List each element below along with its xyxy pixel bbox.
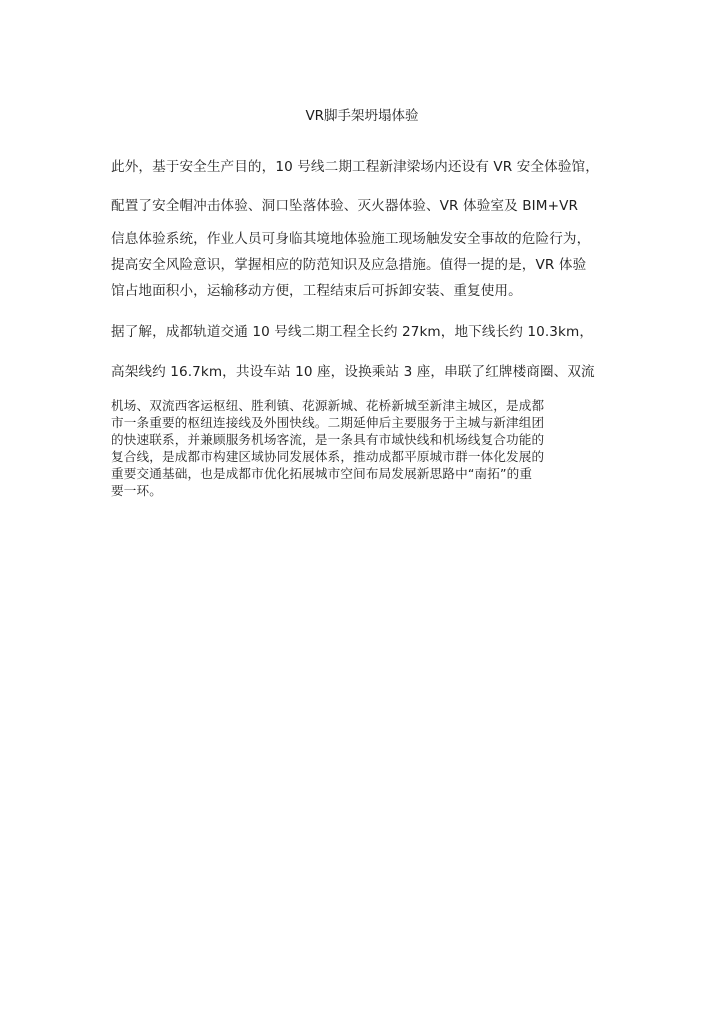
paragraph-line: 机场、双流西客运枢纽、胜利镇、花源新城、花桥新城至新津主城区，是成都 bbox=[111, 398, 545, 413]
paragraph-line: 市一条重要的枢纽连接线及外围快线。二期延伸后主要服务于主城与新津组团 bbox=[111, 415, 545, 430]
paragraph-line: 馆占地面积小，运输移动方便，工程结束后可拆卸安装、重复使用。 bbox=[111, 283, 522, 299]
paragraph-line: 要一环。 bbox=[111, 483, 162, 498]
document-title: VR脚手架坍塌体验 bbox=[305, 108, 419, 124]
paragraph-line: 此外，基于安全生产目的，10 号线二期工程新津梁场内还设有 VR 安全体验馆， bbox=[111, 159, 599, 175]
paragraph-line: 的快速联系，并兼顾服务机场客流，是一条具有市域快线和机场线复合功能的 bbox=[111, 432, 545, 447]
paragraph-line: 信息体验系统，作业人员可身临其境地体验施工现场触发安全事故的危险行为， bbox=[111, 231, 591, 247]
paragraph-line: 据了解，成都轨道交通 10 号线二期工程全长约 27km，地下线长约 10.3km， bbox=[111, 324, 594, 340]
paragraph-line: 配置了安全帽冲击体验、洞口坠落体验、灭火器体验、VR 体验室及 BIM+VR bbox=[111, 198, 579, 214]
paragraph-line: 复合线，是成都市构建区域协同发展体系，推动成都平原城市群一体化发展的 bbox=[111, 449, 545, 464]
paragraph-line: 高架线约 16.7km，共设车站 10 座，设换乘站 3 座，串联了红牌楼商圈、双流 bbox=[111, 364, 595, 380]
paragraph-line: 提高安全风险意识，掌握相应的防范知识及应急措施。值得一提的是，VR 体验 bbox=[111, 257, 587, 273]
paragraph-line: 重要交通基础，也是成都市优化拓展城市空间布局发展新思路中“南拓”的重 bbox=[111, 466, 533, 481]
